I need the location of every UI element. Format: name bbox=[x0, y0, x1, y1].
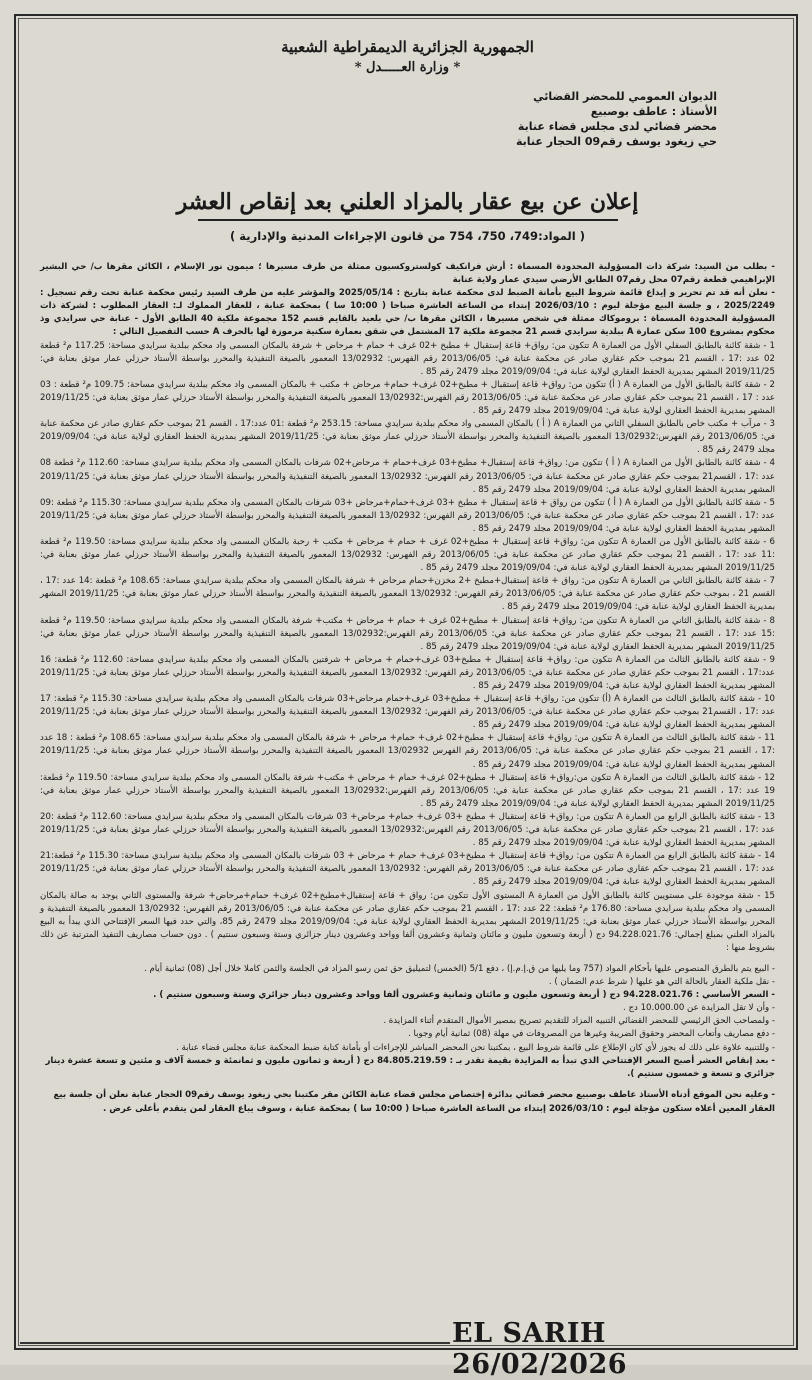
note-item: - دفع مصاريف وأتعاب المحضر وحقوق الضريبة وغيرها من المصروفات في مهلة (08) ثمانية أيام وجوبا . bbox=[408, 1029, 775, 1040]
note-item: - بعد إنقاص العشر أصبح السعر الإفتتاحي الذي تبدأ به المزايدة بقيمة تقدر بـ : 84.805.219.59 دج ( أربعة و ثمانون مليون و ثمانمئة و خمسة آلاف و مئتين و تسعة عشرة دينار جزائري و تسعة و خمسون سنتيم ). bbox=[45, 1055, 775, 1079]
list-item: 15 - شقة موجودة على مستويين كائنة بالطابق الأول من العمارة A المستوى الأول تتكون من: رواق + قاعة إستقبال+مطبخ+02 غرف+ حمام+مرحاض+ شرفة والمستوى الثاني يوجد به صالة بالمكان المسمى واد محكم ببلدية سرايدي مساحة: 176.80 م² قطعة: 22 عدد :17 ، القسم 21 بموجب حكم عقاري صادر عن محكمة عنابة في: 2013/06/05 رقم الفهرس: 13/02932 المعمور بالصيغة التنفيذية و المحرر بواسطة الأستاذ حرزلي عمار موثق بعنابة في: 2019/11/25 المشهر بمديرية الحفظ العقاري لولاية عنابة في: 2019/09/04 مجلد 2479 رقم 85، والتي حدد فيها السعر الإفتتاحي الذي يبدأ به البيع بالمزاد العلني بمبلغ إجمالي: 94.228.021.76 دج ( أربعة وتسعون مليون و مائتان وثمانية وعشرون ألفا وواحد وعشرون دينار جزائري وستة وسبعون سنتيم ) . دون حساب مصاريف التنفيذ المترتبة عن ذلك بشروط منها : bbox=[40, 890, 776, 953]
list-item: 2 - شقة كائنة بالطابق الأول من العمارة A ( أ) تتكون من: رواق+ قاعة إستقبال + مطبخ+02 غرف+ حمام+ مرحاض + مكتب + بالمكان المسمى واد محكم ببلدية سرايدي مساحة: 109.75 م² قطعة : 03 عدد : 17 ، القسم 21 بموجب حكم عقاري صادر عن محكمة عنابة في: 2013/06/05 رقم الفهرس:13/02932 المعمور بالصيغة التنفيذية والمحرر بواسطة الأستاذ حرزلي عمار موثق بعنابة في: 2019/11/25 المشهر بمديرية الحفظ العقاري لولاية عنابة في: 2019/09/04 مجلد 2479 رقم 85 . bbox=[40, 379, 775, 417]
list-item: 12 - شقة كائنة بالطابق الثالث من العمارة A تتكون من:رواق+ قاعة إستقبال + مطبخ+02 غرف+ حمام + مرحاض + مكتب+ شرفة بالمكان المسمى واد محكم ببلدية سرايدي مساحة: 119.50 م² قطعة: 19 عدد :17 ، القسم 21 بموجب حكم عقاري صادر عن محكمة عنابة في: 2013/06/05 رقم الفهرس:13/02932 المعمور بالصيغة التنفيذية والمحرر بواسطة الأستاذ حرزلي عمار موثق بعنابة في: 2019/11/25 المشهر بمديرية الحفظ العقاري لولاية عنابة في: 2019/09/04 مجلد 2479 رقم 85 . bbox=[40, 772, 776, 809]
list-item: 14 - شقة كائنة بالطابق الرابع من العمارة A تتكون من: رواق+ قاعة إستقبال + مطبخ+03 غرف+ حمام + مرحاض + 03 شرفات بالمكان المسمى واد محكم ببلدية سرايدي مساحة: 115.30 م² قطعة:21 عدد :17 ، القسم 21 بموجب حكم عقاري صادر عن محكمة عنابة في: 2013/06/05 رقم الفهرس: 13/02932 المعمور بالصيغة التنفيذية والمحرر بواسطة الأستاذ حرزلي عمار موثق بعنابة في: 2019/11/25 المشهر بمديرية الحفظ العقاري لولاية عنابة في: 2019/09/04 مجلد 2479 رقم 85 . bbox=[40, 851, 775, 888]
list-item: 7 - شقة كائنة بالطابق الثاني من العمارة A تتكون من: رواق + قاعة إستقبال+مطبخ +2 مخزن+حمام مرحاض + شرفة بالمكان المسمى واد محكم ببلدية سرايدي مساحة: 108.65 م² قطعة :14 عدد :17 ، القسم 21 ، بموجب حكم عقاري صادر عن محكمة عنابة في: 2013/06/05 رقم الفهرس: 13/02932 المعمور بالصيغة التنفيذية والمحرر بواسطة الأستاذ حرزلي عمار موثق بعنابة في: 2019/11/25 المشهر بمديرية الحفظ العقاري لولاية عنابة في: 2019/09/04 مجلد 2479 رقم 85 . bbox=[40, 576, 775, 613]
condition-item: - البيع يتم بالطرق المنصوص عليها بأحكام المواد (757 وما يليها من ق.إ.م.إ) ، دفع 5/1 (الخمس) لتميليق حق ثمن رسو المزاد في الجلسة والثمن كاملا خلال أجل (08) ثمانية أيام . bbox=[144, 963, 775, 974]
lots-list bbox=[40, 340, 775, 955]
list-item: 4 - شقة كائنة بالطابق الأول من العمارة A ( أ ) تتكون من: رواق+ قاعة إستقبال+ مطبخ+03 غرف+حمام + مرحاض+02 شرفات بالمكان المسمى واد محكم ببلدية سرايدي مساحة: 112.60 م² قطعة 08 عدد :17 ، القسم21 بموجب حكم عقاري صادر عن محكمة عنابة في: 2013/06/05 رقم الفهرس: 13/02932 المعمور بالصيغة التنفيذية والمحرر بواسطة الأستاذ حرزلي عمار موثق بعنابة في: 2019/11/25 المشهر بمديرية الحفظ العقاري لولاية عنابة في: 2019/09/04 مجلد 2479 رقم 85 . bbox=[40, 458, 775, 495]
republic-heading: الجمهورية الجزائرية الديمقراطية الشعبية bbox=[281, 38, 534, 56]
list-item: 11 - شقة كائنة بالطابق الثالث من العمارة A تتكون من: رواق+ قاعة إستقبال + مطبخ+02 غرف+ حمام+ مرحاض + شرفة بالمكان المسمى واد محكم ببلدية سرايدي مساحة: 108.65 م² قطعة : 18 عدد :17 ، القسم 21 بموجب حكم عقاري صادر عن محكمة عنابة في: 2013/06/05 رقم الفهرس 13/02932 المعمور بالصيغة التنفيذية والمحرر بواسطة الأستاذ حرزلي عمار موثق بعنابة في: 2019/11/25 المشهر بمديرية الحفظ العقاري لولاية عنابة في: 2019/09/04 مجلد 2479 رقم 85 . bbox=[40, 733, 776, 770]
list-item: 5 - شقة كائنة بالطابق الأول من العمارة A ( أ ) تتكون من رواق + قاعة إستقبال + مطبخ +03 غرف+حمام+مرحاض +03 شرفات بالمكان المسمى واد محكم ببلدية سرايدي مساحة: 115.30 م² قطعة :09 عدد :17 ، القسم 21 بموجب حكم عقاري صادر عن محكمة عنابة في: 2013/06/05 رقم الفهرس: 13/02932 المعمور بالصيغة التنفيذية والمحرر بواسطة الأستاذ حرزلي عمار موثق بعنابة في: 2019/11/25 المشهر بمديرية الحفظ العقاري لولاية عنابة في: 2019/09/04 مجلد 2479 رقم 85 . bbox=[40, 497, 775, 534]
notice-content bbox=[40, 30, 775, 1124]
ministry-heading: * وزارة العـــــدل * bbox=[354, 60, 461, 75]
condition-item: - وأن لا تقل المزايدة عن 10.000.00 دج . bbox=[623, 1003, 775, 1014]
notice-articles: ( المواد:749، 750، 754 من قانون الإجراءات المدنية والإدارية ) bbox=[230, 229, 585, 243]
court-office-line: محضر قضائي لدى مجلس قضاء عنابة bbox=[517, 120, 717, 133]
court-office-line: الديوان العمومي للمحضر القضائي bbox=[533, 90, 717, 103]
condition-item: - السعر الأساسي : 94.228.021.76 دج ( أربعة وتسعون مليون و مائتان وثمانية وعشرون ألفا وواحد وعشرون دينار جزائري وستة وسبعون سنتيم ) . bbox=[153, 990, 775, 1001]
court-office-block bbox=[40, 89, 717, 149]
conditions-block bbox=[40, 963, 775, 1081]
notice-title: إعلان عن بيع عقار بالمزاد العلني بعد إنقاص العشر bbox=[176, 189, 639, 215]
list-item: 6 - شقة كائنة بالطابق الأول من العمارة A تتكون من: رواق+ قاعة إستقبال + مطبخ+02 غرف + حمام + مرحاض + مكتب + رحبة بالمكان المسمى واد محكم ببلدية سرايدي مساحة: 119.50 م² قطعة :11 عدد :17 ، القسم 21 بموجب حكم عقاري صادر عن محكمة عنابة في: 2013/06/05 رقم الفهرس: 13/02932 المعمور بالصيغة التنفيذية والمحرر بواسطة الأستاذ حرزلي عمار موثق بعنابة في: 2019/11/25 المشهر بمديرية الحفظ العقاري لولاية عنابة في: 2019/09/04 مجلد 2479 رقم 85 . bbox=[40, 536, 775, 574]
intro-paragraph: - بطلب من السيد: شركة ذات المسؤولية المحدودة المسماة : أرش فرانكيف كولستروكسيون ممثلة من طرف مسيرها ؛ ميمون نور الإسلام ، الكائن مقرها ب/ حي البشير الإبراهيمي قطعة رقم07 محل رقم07 الطابق الأرضي سيدي عمار ولاية عنابة bbox=[40, 262, 775, 286]
list-item: 9 - شقة كائنة بالطابق الثالث من العمارة A تتكون من: رواق+ قاعة إستقبال + مطبخ+03 غرف+حمام + مرحاض + شرفتين بالمكان المسمى واد محكم ببلدية سرايدي مساحة: 112.60 م² قطعة: 16 عدد:17 ، القسم 21 بموجب حكم عقاري صادر عن محكمة عنابة في: 2013/06/05 رقم الفهرس: 13/02932 المعمور بالصيغة التنفيذية والمحرر بواسطة الأستاذ حرزلي عمار موثق بعنابة في: 2019/11/25 المشهر بمديرية الحفظ العقاري لولاية عنابة في: 2019/09/04 مجلد 2479 رقم 85 . bbox=[40, 654, 775, 691]
list-item: 3 - مرآب + مكتب خاص بالطابق السفلي الثاني من العمارة A ( أ ) بالمكان المسمى واد محكم ببلدية سرايدي مساحة: 253.15 م² قطعة :01 عدد:17 ، القسم 21 بموجب حكم عقاري صادر عن محكمة عنابة في: 2013/06/05 رقم الفهرس:13/02932 المعمور بالصيغة التنفيذية والمحرر بواسطة الأستاذ حرزلي عمار موثق بعنابة في: 2019/11/25 المشهر بمديرية الحفظ العقاري لولاية عنابة في: 2019/09/04 مجلد 2479 رقم 85 . bbox=[40, 419, 775, 456]
court-office-line: حي زيغود يوسف رقم09 الحجار عنابة bbox=[515, 135, 717, 148]
title-underline bbox=[198, 219, 618, 221]
footer-rule bbox=[20, 1342, 450, 1344]
list-item: 1 - شقة كائنة بالطابق السفلي الأول من العمارة A تتكون من: رواق+ قاعة إستقبال + مطبخ +02 غرف + حمام + مرحاض + شرفة بالمكان المسمى واد محكم ببلدية سرايدي مساحة: 117.25 م² قطعة 02 عدد :17 ، القسم 21 بموجب حكم عقاري صادر عن محكمة عنابة في: 2013/06/05 رقم الفهرس: 13/02932 المعمور بالصيغة التنفيذية والمحرر بواسطة الأستاذ حرزلي عمار موثق بعنابة في: 2019/11/25 المشهر بمديرية الحفظ العقاري لولاية عنابة في: 2019/09/04 مجلد 2479 رقم 85 . bbox=[40, 340, 775, 377]
list-item: 8 - شقة كائنة بالطابق الثاني من العمارة A تتكون من: رواق+ قاعة إستقبال + مطبخ+02 غرف + حمام + مرحاض + مكتب+ شرفة بالمكان المسمى واد محكم ببلدية سرايدي مساحة: 119.50 م² قطعة :15 عدد :17 ، القسم 21 بموجب حكم عقاري صادر عن محكمة عنابة في: 2013/06/05 رقم الفهرس:13/02932 المعمور بالصيغة التنفيذية والمحرر بواسطة الأستاذ حرزلي عمار موثق بعنابة في: 2019/11/25 المشهر بمديرية الحفظ العقاري لولاية عنابة في: 2019/09/04 مجلد 2479 رقم 85 . bbox=[40, 615, 776, 652]
list-item: 10 - شقة كائنة بالطابق الثالث من العمارة A (أ) تتكون من: رواق+ قاعة إستقبال + مطبخ+03 غرف+حمام مرحاض+03 شرفات بالمكان المسمى واد محكم ببلدية سرايدي مساحة: 115.30 م² قطعة: 17 عدد :17 ، القسم21 بموجب حكم عقاري صادر عن محكمة عنابة في: 2013/06/05 رقم الفهرس: 13/02932 المعمور بالصيغة التنفيذية والمحرر بواسطة الأستاذ حرزلي عمار موثق بعنابة في: 2019/11/25 المشهر بمديرية الحفظ العقاري لولاية عنابة في: 2019/09/04 مجلد 2479 رقم 85 . bbox=[40, 694, 776, 731]
notice-body bbox=[40, 261, 775, 955]
note-item: - وللتنبيه علاوة على ذلك له يجوز لأي كان الإطلاع على قائمة شروط البيع ، بمكتبنا نحن المحضر المباشر للإجراءات أو بأمانة كتابة ضبط المحكمة عنابة مجلس قضاء عنابة . bbox=[176, 1042, 775, 1053]
court-office-line: الأستاذ : عاطف بوصبيع bbox=[590, 105, 717, 118]
condition-item: - نقل ملكية العقار بالحالة التي هو عليها ( شرط عدم الضمان ) . bbox=[548, 977, 775, 988]
closing-block bbox=[40, 1089, 775, 1115]
publication-footer: EL SARIH 26/02/2026 bbox=[452, 1318, 628, 1380]
intro-paragraph: - نعلن أنه قد تم تحرير و إيداع قائمة شروط البيع بأمانة الضبط لدى محكمة عنابة بتاريخ : 2025/05/14 والمؤشر عليه من طرف السيد رئيس محكمة عنابة تحت رقم تسجيل : 2025/2249 ، و جلسة البيع مؤجلة ليوم : 2026/03/10 إبتداء من الساعة العاشرة صباحا ( 10:00 سا ) بمحكمة عنابة ، للعقار المملوك لـ: العقار المطلوب : لشركة ذات المسؤولية المحدودة المسماة : بروموكاك ممثلة في شخص مسيرها ، الكائن مقرها ب/ حي بلعيد بالقايم قسم 152 مجموعة ملكية 40 الطابق الأول - عنابة حي سرايدي وذ محكوم بمشروع 100 سكن عمارة A ببلدية سرايدي قسم 21 مجموعة ملكية 17 المشتمل في شقق بعمارة سكنية مرموزة لها بالحرف A حسب التفصيل التالي : bbox=[40, 288, 775, 338]
note-item: - ولمصاحب الحق الرئيسي للمحضر القضائي التنبيه المزاد للتقديم تصريح بمصير الأموال المتقدم أثناء المزايدة . bbox=[383, 1016, 775, 1027]
closing-paragraph: - وعليه نحن الموقع أدناه الأستاذ عاطف بوصبيع محضر قضائي بدائرة إختصاص مجلس قضاء عنابة الكائن مقر مكتبنا بحي زيغود يوسف رقم09 الحجار عنابة نعلن أن جلسة بيع العقار المعين أعلاه ستكون مؤجلة ليوم : 2026/03/10 إبتداء من الساعة العاشرة صباحا ( 10:00 سا ) بمحكمة عنابة ، وسوف يباع العقار لمن يتقدم بأعلى عرض . bbox=[53, 1090, 775, 1114]
list-item: 13 - شقة كائنة بالطابق الرابع من العمارة A تتكون من: رواق+ قاعة إستقبال + مطبخ +03 غرف+ حمام+ مرحاض+ 03 شرفات بالمكان المسمى واد محكم ببلدية سرايدي مساحة: 112.60 م² قطعة :20 عدد :17 ، القسم 21 بموجب حكم عقاري صادر عن محكمة عنابة في: 2013/06/05 رقم الفهرس:13/02932 المعمور بالصيغة التنفيذية والمحرر بواسطة الأستاذ حرزلي عمار موثق بعنابة في: 2019/11/25 المشهر بمديرية الحفظ العقاري لولاية عنابة في: 2019/09/04 مجلد 2479 رقم 85 . bbox=[40, 811, 775, 849]
